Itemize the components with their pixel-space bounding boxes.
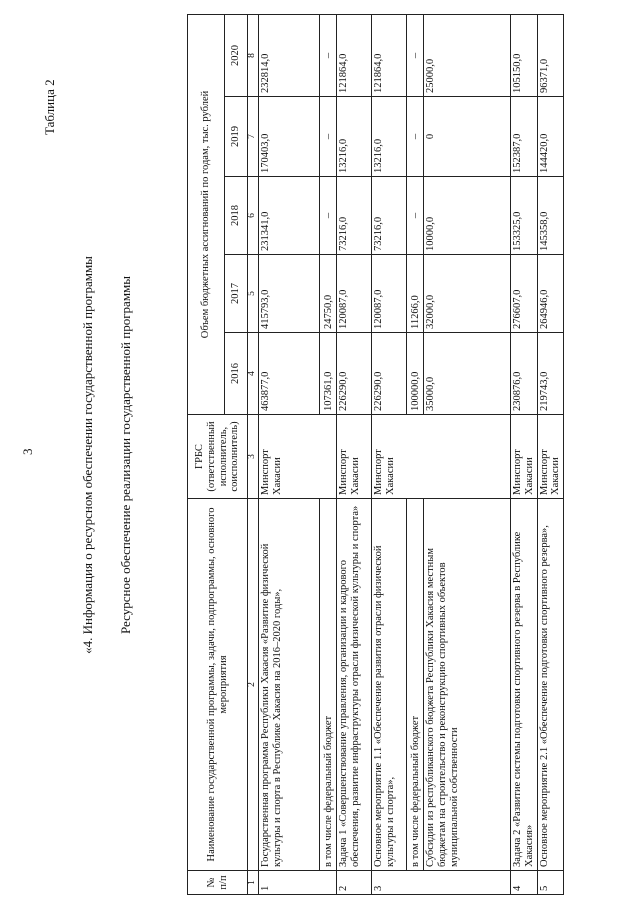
row-grbs: Минспорт Хакасии: [337, 415, 372, 499]
row-name: Задача 2 «Развитие системы подготовки спортивного резерва в Республике Хакасия»: [511, 499, 538, 871]
row-number: 2: [337, 871, 372, 895]
row-name: в том числе федеральный бюджет: [320, 499, 337, 871]
header-funding: Объем бюджетных ассигнований по годам, тыс. рублей: [188, 14, 225, 414]
row-name: Задача 1 «Совершенствование управления, организации и кадрового обеспечения, развитие инфраструктуры отрасли физической культуры и спорта»: [337, 499, 372, 871]
table-row: [372, 14, 407, 894]
page-number: 3: [20, 448, 35, 455]
value-cell: 11266,0: [407, 255, 424, 333]
value-cell: 219743,0: [537, 333, 564, 415]
value-cell: –: [407, 177, 424, 255]
row-number: 3: [372, 871, 511, 895]
row-grbs: Минспорт Хакасии: [372, 415, 511, 499]
header-year: 2020: [225, 14, 248, 96]
header-no: № п/п: [188, 871, 248, 895]
funding-table: [187, 14, 564, 895]
value-cell: 152387,0: [511, 97, 538, 177]
table-subtitle: Ресурсное обеспечение реализации государственной программы: [118, 275, 133, 635]
header-year: 2016: [225, 333, 248, 415]
value-cell: 35000,0: [424, 333, 511, 415]
value-cell: –: [407, 97, 424, 177]
value-cell: 13216,0: [372, 97, 407, 177]
table-row: [511, 14, 538, 894]
value-cell: –: [320, 177, 337, 255]
rotated-page: [20, 15, 620, 895]
header-grbs: ГРБС (ответственный исполнитель, соисполнитель): [188, 415, 248, 499]
header-name: Наименование государственной программы, задачи, подпрограммы, основного мероприятия: [188, 499, 248, 871]
column-number: 7: [248, 97, 259, 177]
value-cell: 32000,0: [424, 255, 511, 333]
value-cell: 463877,0: [259, 333, 320, 415]
column-number: 8: [248, 14, 259, 96]
value-cell: 25000,0: [424, 14, 511, 96]
value-cell: 120087,0: [337, 255, 372, 333]
value-cell: 153325,0: [511, 177, 538, 255]
row-grbs: Минспорт Хакасии: [511, 415, 538, 499]
column-number: 3: [248, 415, 259, 499]
row-name: Государственная программа Республики Хакасия «Развитие физической культуры и спорта в Республике Хакасия на 2016–2020 годы»,: [259, 499, 320, 871]
section-title: «4. Информация о ресурсном обеспечении государственной программы: [80, 256, 95, 654]
value-cell: 121864,0: [337, 14, 372, 96]
value-cell: 230876,0: [511, 333, 538, 415]
column-number: 2: [248, 499, 259, 871]
row-number: 1: [259, 871, 337, 895]
value-cell: 276607,0: [511, 255, 538, 333]
value-cell: 24750,0: [320, 255, 337, 333]
row-number: 4: [511, 871, 538, 895]
value-cell: 232814,0: [259, 14, 320, 96]
value-cell: 121864,0: [372, 14, 407, 96]
row-name: Субсидии из республиканского бюджета Республики Хакасия местным бюджетам на строительство и реконструкцию спортивных объектов муниципальной собственности: [424, 499, 511, 871]
value-cell: 170403,0: [259, 97, 320, 177]
column-number-row: [248, 14, 259, 894]
value-cell: 73216,0: [372, 177, 407, 255]
value-cell: 100000,0: [407, 333, 424, 415]
value-cell: –: [320, 97, 337, 177]
column-number: 6: [248, 177, 259, 255]
table-row: [337, 14, 372, 894]
value-cell: 107361,0: [320, 333, 337, 415]
header-year: 2018: [225, 177, 248, 255]
row-name: Основное мероприятие 2.1 «Обеспечение подготовки спортивного резерва»,: [537, 499, 564, 871]
value-cell: 144420,0: [537, 97, 564, 177]
row-grbs: Минспорт Хакасии: [537, 415, 564, 499]
value-cell: –: [407, 14, 424, 96]
value-cell: 226290,0: [372, 333, 407, 415]
value-cell: 120087,0: [372, 255, 407, 333]
header-year: 2017: [225, 255, 248, 333]
value-cell: 0: [424, 97, 511, 177]
row-number: 5: [537, 871, 564, 895]
value-cell: 96371,0: [537, 14, 564, 96]
value-cell: 264946,0: [537, 255, 564, 333]
value-cell: 73216,0: [337, 177, 372, 255]
value-cell: 145358,0: [537, 177, 564, 255]
header-year: 2019: [225, 97, 248, 177]
column-number: 5: [248, 255, 259, 333]
value-cell: –: [320, 14, 337, 96]
value-cell: 231341,0: [259, 177, 320, 255]
header-row: [188, 14, 225, 894]
column-number: 4: [248, 333, 259, 415]
table-row: [537, 14, 564, 894]
row-name: в том числе федеральный бюджет: [407, 499, 424, 871]
row-name: Основное мероприятие 1.1 «Обеспечение развития отрасли физической культуры и спорта»,: [372, 499, 407, 871]
value-cell: 226290,0: [337, 333, 372, 415]
table-label: Таблица 2: [42, 79, 57, 135]
column-number: 1: [248, 871, 259, 895]
value-cell: 13216,0: [337, 97, 372, 177]
value-cell: 10000,0: [424, 177, 511, 255]
row-grbs: Минспорт Хакасии: [259, 415, 337, 499]
value-cell: 415793,0: [259, 255, 320, 333]
value-cell: 105150,0: [511, 14, 538, 96]
table-row: [259, 14, 320, 894]
